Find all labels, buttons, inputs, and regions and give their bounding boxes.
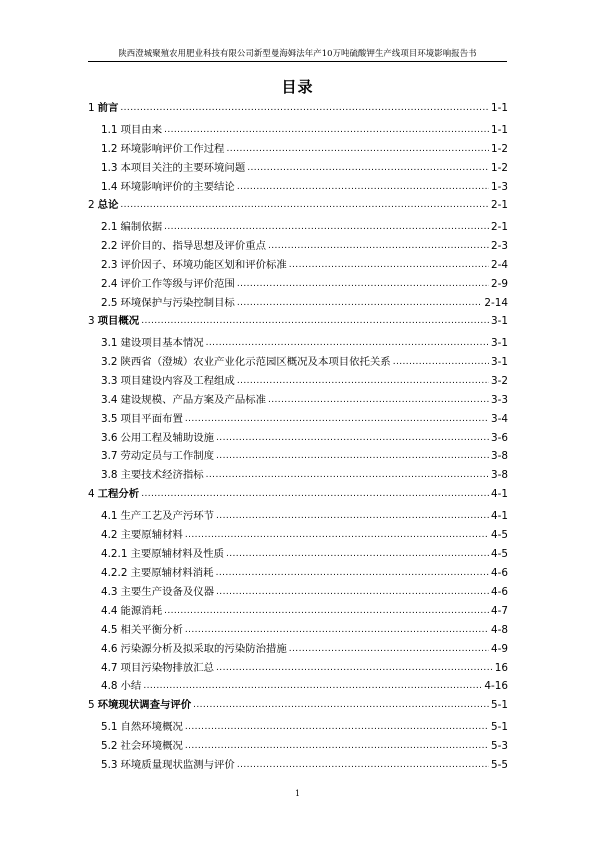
toc-entry-label: 项目由来: [120, 124, 163, 136]
toc-entry-number: 4.5: [101, 624, 118, 636]
toc-entry[interactable]: [101, 466, 508, 482]
toc-entry[interactable]: [101, 178, 508, 194]
toc-entry-page: 5-5: [491, 759, 508, 771]
toc-entry[interactable]: [88, 312, 508, 328]
dot-leader: [237, 296, 483, 308]
toc-entry-label: 主要技术经济指标: [120, 469, 204, 481]
toc-entry-page: 3-6: [491, 432, 508, 444]
toc-entry-label: 主要生产设备及仪器: [120, 586, 215, 598]
toc-entry-page: 1-1: [491, 102, 508, 114]
toc-entry-number: 1.2: [101, 143, 118, 155]
toc-entry-number: 3.3: [101, 375, 118, 387]
toc-entry-page: 5-1: [491, 699, 508, 711]
toc-entry[interactable]: [101, 410, 508, 426]
toc-entry[interactable]: [101, 640, 508, 656]
toc-entry-page: 4-16: [484, 680, 508, 692]
toc-entry[interactable]: [88, 196, 508, 212]
toc-entry[interactable]: [101, 756, 508, 772]
toc-entry[interactable]: [101, 294, 508, 310]
toc-entry-number: 2.5: [101, 297, 118, 309]
toc-entry-number: 4.6: [101, 643, 118, 655]
toc-entry-page: 2-1: [491, 199, 508, 211]
toc-entry-label: 环境影响评价工作过程: [120, 143, 225, 155]
toc-entry-page: 3-4: [491, 413, 508, 425]
toc-entry-number: 4.2.1: [101, 548, 128, 560]
dot-leader: [164, 220, 489, 232]
toc-entry-page: 5-1: [491, 721, 508, 733]
toc-entry[interactable]: [88, 485, 508, 501]
toc-entry-page: 4-6: [491, 586, 508, 598]
dot-leader: [216, 449, 489, 461]
toc-entry[interactable]: [101, 391, 508, 407]
toc-entry-label: 自然环境概况: [120, 721, 183, 733]
toc-entry-label: 主要原辅材料消耗: [130, 567, 214, 579]
toc-entry[interactable]: [101, 737, 508, 753]
toc-entry[interactable]: [101, 218, 508, 234]
toc-entry-label: 建设规模、产品方案及产品标准: [120, 394, 266, 406]
dot-leader: [206, 336, 489, 348]
toc-entry-label: 工程分析: [97, 488, 140, 500]
toc-entry-number: 3.7: [101, 450, 118, 462]
toc-entry-number: 4.2.2: [101, 567, 128, 579]
toc-entry-page: 1-3: [491, 181, 508, 193]
toc-entry[interactable]: [101, 583, 508, 599]
toc-entry-page: 3-1: [491, 315, 508, 327]
toc-entry[interactable]: [101, 429, 508, 445]
toc-entry-number: 4.8: [101, 680, 118, 692]
toc-entry-label: 主要原辅材料: [120, 529, 183, 541]
toc-entry-label: 项目建设内容及工程组成: [120, 375, 235, 387]
toc-entry-number: 3.6: [101, 432, 118, 444]
toc-entry-number: 1.4: [101, 181, 118, 193]
dot-leader: [120, 101, 489, 113]
toc-entry-page: 3-2: [491, 375, 508, 387]
toc-entry-page: 3-3: [491, 394, 508, 406]
dot-leader: [185, 720, 489, 732]
toc-entry[interactable]: [101, 718, 508, 734]
toc-entry-page: 16: [494, 662, 508, 674]
toc-entry-number: 4.1: [101, 510, 118, 522]
toc-entry[interactable]: [101, 564, 508, 580]
toc-entry[interactable]: [101, 545, 508, 561]
toc-entry-label: 劳动定员与工作制度: [120, 450, 215, 462]
dot-leader: [237, 758, 489, 770]
toc-entry-label: 建设项目基本情况: [120, 337, 204, 349]
toc-entry-number: 4.3: [101, 586, 118, 598]
toc-entry-number: 2.2: [101, 240, 118, 252]
toc-entry-label: 评价目的、指导思想及评价重点: [120, 240, 266, 252]
toc-entry[interactable]: [101, 677, 508, 693]
toc-entry-number: 5.1: [101, 721, 118, 733]
toc-entry-number: 2.4: [101, 278, 118, 290]
toc-entry-label: 本项目关注的主要环境问题: [120, 162, 246, 174]
dot-leader: [237, 277, 489, 289]
toc-entry-page: 1-2: [491, 162, 508, 174]
toc-entry-page: 5-3: [491, 740, 508, 752]
toc-entry-label: 总论: [97, 199, 119, 211]
toc-entry-label: 相关平衡分析: [120, 624, 183, 636]
toc-entry-label: 项目概况: [97, 315, 140, 327]
toc-entry-label: 社会环境概况: [120, 740, 183, 752]
dot-leader: [237, 180, 489, 192]
toc-entry-label: 评价因子、环境功能区划和评价标准: [120, 259, 287, 271]
dot-leader: [289, 258, 489, 270]
dot-leader: [216, 585, 489, 597]
toc-entry-page: 4-1: [491, 488, 508, 500]
document-header: 陕西澄城聚殖农用肥业科技有限公司新型曼海姆法年产10万吨硫酸钾生产线项目环境影响报告书: [118, 48, 477, 58]
dot-leader: [185, 739, 489, 751]
toc-entry[interactable]: [101, 602, 508, 618]
toc-entry[interactable]: [101, 372, 508, 388]
header-rule: [88, 61, 507, 62]
toc-entry-label: 前言: [97, 102, 119, 114]
toc-entry-page: 2-3: [491, 240, 508, 252]
toc-entry-number: 2.1: [101, 221, 118, 233]
toc-entry-number: 3.1: [101, 337, 118, 349]
toc-entry-page: 1-1: [491, 124, 508, 136]
dot-leader: [216, 431, 489, 443]
dot-leader: [143, 679, 482, 691]
toc-entry-page: 4-6: [491, 567, 508, 579]
dot-leader: [164, 604, 489, 616]
toc-entry-number: 1: [88, 102, 95, 114]
toc-entry-label: 环境保护与污染控制目标: [120, 297, 235, 309]
dot-leader: [206, 468, 489, 480]
dot-leader: [216, 509, 489, 521]
toc-entry-number: 4.2: [101, 529, 118, 541]
dot-leader: [237, 374, 489, 386]
toc-entry-label: 编制依据: [120, 221, 163, 233]
toc-entry-label: 主要原辅材料及性质: [130, 548, 224, 560]
toc-entry-page: 3-8: [491, 450, 508, 462]
toc-entry[interactable]: [101, 159, 508, 175]
dot-leader: [185, 528, 489, 540]
toc-entry-number: 2: [88, 199, 95, 211]
toc-entry-page: 4-1: [491, 510, 508, 522]
dot-leader: [268, 393, 489, 405]
dot-leader: [193, 698, 489, 710]
toc-entry[interactable]: [101, 659, 508, 675]
toc-entry-page: 4-7: [491, 605, 508, 617]
toc-entry-label: 能源消耗: [120, 605, 163, 617]
toc-entry-page: 3-1: [491, 356, 508, 368]
toc-entry-page: 4-5: [491, 548, 508, 560]
toc-entry[interactable]: [101, 507, 508, 523]
toc-entry-page: 4-5: [491, 529, 508, 541]
dot-leader: [185, 412, 489, 424]
toc-entry-label: 陕西省（澄城）农业产业化示范园区概况及本项目依托关系: [120, 356, 391, 368]
toc-entry[interactable]: [101, 447, 508, 463]
dot-leader: [141, 314, 489, 326]
dot-leader: [185, 623, 489, 635]
toc-entry-label: 环境质量现状监测与评价: [120, 759, 235, 771]
toc-entry[interactable]: [101, 121, 508, 137]
toc-entry[interactable]: [101, 275, 508, 291]
toc-entry-page: 1-2: [491, 143, 508, 155]
toc-entry-label: 项目平面布置: [120, 413, 183, 425]
dot-leader: [393, 355, 489, 367]
dot-leader: [268, 239, 489, 251]
toc-entry[interactable]: [88, 99, 508, 115]
toc-entry-number: 3.2: [101, 356, 118, 368]
dot-leader: [120, 198, 489, 210]
toc-entry[interactable]: [101, 621, 508, 637]
toc-entry-number: 5.2: [101, 740, 118, 752]
toc-entry[interactable]: [88, 696, 508, 712]
toc-entry[interactable]: [101, 334, 508, 350]
toc-entry-number: 1.3: [101, 162, 118, 174]
toc-entry-number: 3.5: [101, 413, 118, 425]
toc-entry-label: 污染源分析及拟采取的污染防治措施: [120, 643, 287, 655]
toc-entry-number: 4.7: [101, 662, 118, 674]
toc-entry-page: 4-8: [491, 624, 508, 636]
dot-leader: [289, 642, 489, 654]
toc-entry-page: 3-8: [491, 469, 508, 481]
toc-entry-page: 4-9: [491, 643, 508, 655]
toc-entry[interactable]: [101, 140, 508, 156]
toc-entry-label: 小结: [120, 680, 142, 692]
toc-entry-label: 环境影响评价的主要结论: [120, 181, 235, 193]
dot-leader: [141, 487, 489, 499]
toc-entry[interactable]: [101, 256, 508, 272]
toc-entry-number: 3: [88, 315, 95, 327]
dot-leader: [216, 661, 493, 673]
toc-entry-page: 2-4: [491, 259, 508, 271]
toc-entry-number: 3.8: [101, 469, 118, 481]
toc-entry-number: 4: [88, 488, 95, 500]
toc-entry-number: 4.4: [101, 605, 118, 617]
toc-entry-label: 公用工程及辅助设施: [120, 432, 215, 444]
toc-entry[interactable]: [101, 353, 508, 369]
toc-entry-number: 5.3: [101, 759, 118, 771]
toc-entry[interactable]: [101, 237, 508, 253]
toc-entry-page: 2-14: [484, 297, 508, 309]
page-number: 1: [294, 789, 301, 798]
toc-entry-number: 3.4: [101, 394, 118, 406]
toc-entry-page: 2-9: [491, 278, 508, 290]
toc-entry-number: 5: [88, 699, 95, 711]
toc-entry-label: 环境现状调查与评价: [97, 699, 192, 711]
toc-entry-number: 2.3: [101, 259, 118, 271]
toc-entry-page: 3-1: [491, 337, 508, 349]
dot-leader: [247, 161, 489, 173]
toc-entry-page: 2-1: [491, 221, 508, 233]
toc-entry-number: 1.1: [101, 124, 118, 136]
dot-leader: [226, 142, 489, 154]
toc-title: 目录: [281, 78, 314, 96]
dot-leader: [164, 123, 489, 135]
toc-entry-label: 评价工作等级与评价范围: [120, 278, 235, 290]
dot-leader: [226, 547, 489, 559]
toc-entry[interactable]: [101, 526, 508, 542]
toc-entry-label: 项目污染物排放汇总: [120, 662, 215, 674]
toc-entry-label: 生产工艺及产污环节: [120, 510, 215, 522]
dot-leader: [216, 566, 489, 578]
